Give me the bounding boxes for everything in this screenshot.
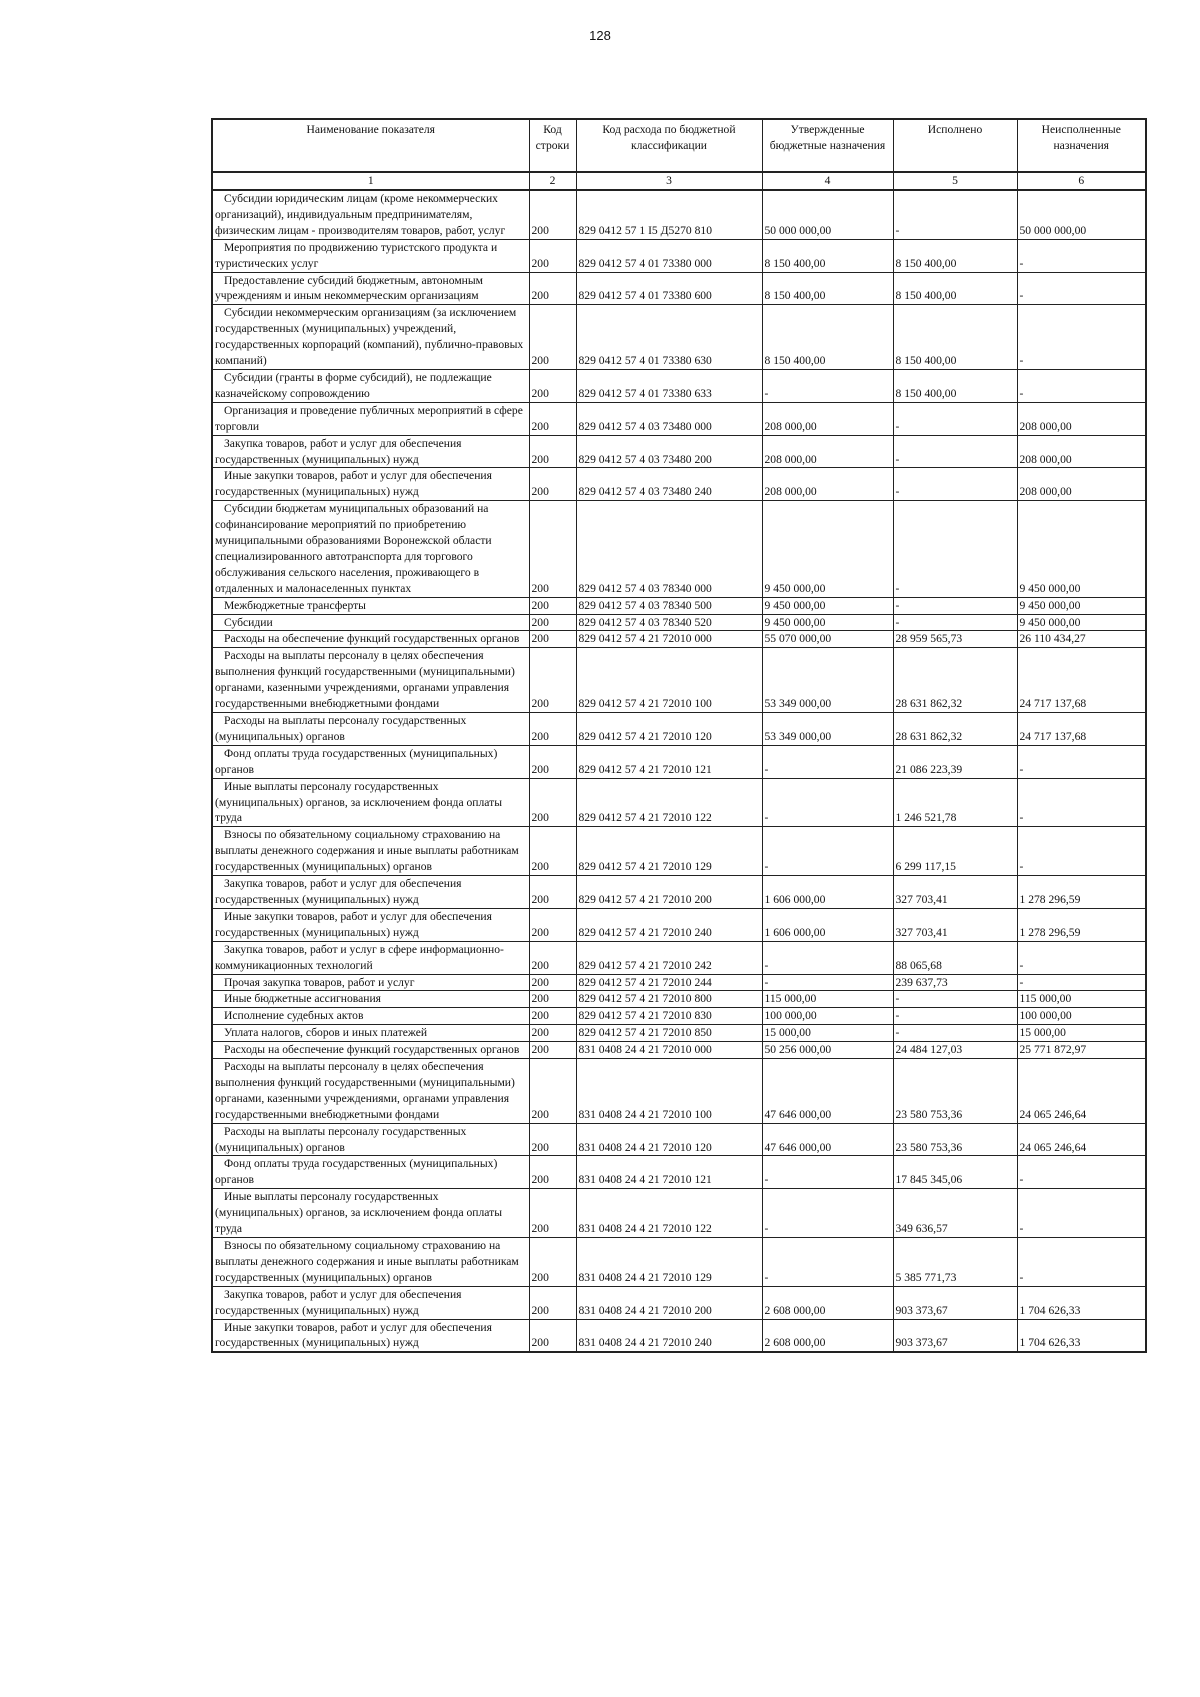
row-approved-amount: 100 000,00	[762, 1008, 893, 1025]
table-row	[212, 369, 1146, 402]
row-line-code: 200	[529, 1189, 576, 1238]
header-unexecuted-appropriations: Неисполненные назначения	[1017, 119, 1146, 172]
row-approved-amount: 9 450 000,00	[762, 597, 893, 614]
row-unexecuted-amount: 25 771 872,97	[1017, 1042, 1146, 1059]
table-row	[212, 827, 1146, 876]
row-budget-classification-code: 829 0412 57 4 21 72010 244	[576, 974, 762, 991]
row-indicator-name: Иные закупки товаров, работ и услуг для обеспечения государственных (муниципальных) нужд	[212, 1319, 529, 1352]
row-budget-classification-code: 829 0412 57 4 21 72010 120	[576, 713, 762, 746]
row-line-code: 200	[529, 1008, 576, 1025]
row-budget-classification-code: 829 0412 57 4 21 72010 850	[576, 1025, 762, 1042]
row-line-code: 200	[529, 1156, 576, 1189]
row-approved-amount: 8 150 400,00	[762, 305, 893, 370]
row-unexecuted-amount: 24 065 246,64	[1017, 1123, 1146, 1156]
row-executed-amount: -	[893, 402, 1017, 435]
row-executed-amount: -	[893, 991, 1017, 1008]
row-unexecuted-amount: -	[1017, 974, 1146, 991]
row-budget-classification-code: 829 0412 57 4 01 73380 600	[576, 272, 762, 305]
row-line-code: 200	[529, 597, 576, 614]
row-budget-classification-code: 829 0412 57 4 21 72010 800	[576, 991, 762, 1008]
row-executed-amount: 239 637,73	[893, 974, 1017, 991]
row-indicator-name: Межбюджетные трансферты	[212, 597, 529, 614]
row-executed-amount: 17 845 345,06	[893, 1156, 1017, 1189]
row-approved-amount: 1 606 000,00	[762, 908, 893, 941]
row-approved-amount: -	[762, 941, 893, 974]
row-unexecuted-amount: -	[1017, 745, 1146, 778]
row-indicator-name: Иные закупки товаров, работ и услуг для обеспечения государственных (муниципальных) нужд	[212, 908, 529, 941]
row-executed-amount: 6 299 117,15	[893, 827, 1017, 876]
row-indicator-name: Расходы на выплаты персоналу государственных (муниципальных) органов	[212, 713, 529, 746]
row-line-code: 200	[529, 272, 576, 305]
row-executed-amount: -	[893, 190, 1017, 239]
row-line-code: 200	[529, 190, 576, 239]
row-unexecuted-amount: -	[1017, 827, 1146, 876]
row-approved-amount: 208 000,00	[762, 435, 893, 468]
row-indicator-name: Иные закупки товаров, работ и услуг для обеспечения государственных (муниципальных) нужд	[212, 468, 529, 501]
table-row	[212, 1123, 1146, 1156]
row-executed-amount: 88 065,68	[893, 941, 1017, 974]
row-indicator-name: Закупка товаров, работ и услуг для обеспечения государственных (муниципальных) нужд	[212, 1286, 529, 1319]
row-executed-amount: -	[893, 435, 1017, 468]
row-executed-amount: -	[893, 468, 1017, 501]
column-number: 4	[762, 172, 893, 190]
row-unexecuted-amount: -	[1017, 1238, 1146, 1287]
row-approved-amount: 8 150 400,00	[762, 272, 893, 305]
row-indicator-name: Субсидии некоммерческим организациям (за исключением государственных (муниципальных) учреждений, государственных корпораций (компаний), публично-правовых компаний)	[212, 305, 529, 370]
row-approved-amount: -	[762, 1238, 893, 1287]
row-line-code: 200	[529, 1059, 576, 1124]
row-line-code: 200	[529, 1238, 576, 1287]
row-approved-amount: -	[762, 1156, 893, 1189]
table-row	[212, 402, 1146, 435]
column-number: 3	[576, 172, 762, 190]
table-row	[212, 190, 1146, 239]
table-row	[212, 435, 1146, 468]
row-approved-amount: 50 256 000,00	[762, 1042, 893, 1059]
row-line-code: 200	[529, 631, 576, 648]
row-unexecuted-amount: -	[1017, 305, 1146, 370]
row-executed-amount: 23 580 753,36	[893, 1123, 1017, 1156]
row-executed-amount: 5 385 771,73	[893, 1238, 1017, 1287]
column-number: 5	[893, 172, 1017, 190]
row-indicator-name: Закупка товаров, работ и услуг для обеспечения государственных (муниципальных) нужд	[212, 435, 529, 468]
row-approved-amount: 55 070 000,00	[762, 631, 893, 648]
row-line-code: 200	[529, 1286, 576, 1319]
row-indicator-name: Иные выплаты персоналу государственных (муниципальных) органов, за исключением фонда оплаты труда	[212, 778, 529, 827]
row-executed-amount: 8 150 400,00	[893, 305, 1017, 370]
row-executed-amount: 1 246 521,78	[893, 778, 1017, 827]
table-row	[212, 501, 1146, 597]
row-approved-amount: -	[762, 369, 893, 402]
row-executed-amount: 28 631 862,32	[893, 648, 1017, 713]
row-executed-amount: 349 636,57	[893, 1189, 1017, 1238]
row-budget-classification-code: 829 0412 57 4 03 78340 000	[576, 501, 762, 597]
row-budget-classification-code: 829 0412 57 4 01 73380 000	[576, 239, 762, 272]
row-unexecuted-amount: 15 000,00	[1017, 1025, 1146, 1042]
row-unexecuted-amount: 9 450 000,00	[1017, 614, 1146, 631]
row-budget-classification-code: 831 0408 24 4 21 72010 121	[576, 1156, 762, 1189]
row-approved-amount: 53 349 000,00	[762, 648, 893, 713]
row-indicator-name: Субсидии юридическим лицам (кроме некоммерческих организаций), индивидуальным предпринимателям, физическим лицам - производителям товаров, работ, услуг	[212, 190, 529, 239]
row-indicator-name: Предоставление субсидий бюджетным, автономным учреждениям и иным некоммерческим организациям	[212, 272, 529, 305]
row-line-code: 200	[529, 974, 576, 991]
row-unexecuted-amount: 9 450 000,00	[1017, 597, 1146, 614]
row-line-code: 200	[529, 745, 576, 778]
budget-execution-table	[211, 118, 1147, 1353]
column-number: 1	[212, 172, 529, 190]
table-header-row	[212, 119, 1146, 172]
column-number: 2	[529, 172, 576, 190]
row-indicator-name: Фонд оплаты труда государственных (муниципальных) органов	[212, 1156, 529, 1189]
table-row	[212, 1319, 1146, 1352]
row-budget-classification-code: 829 0412 57 4 21 72010 242	[576, 941, 762, 974]
row-approved-amount: 8 150 400,00	[762, 239, 893, 272]
row-budget-classification-code: 831 0408 24 4 21 72010 240	[576, 1319, 762, 1352]
row-budget-classification-code: 831 0408 24 4 21 72010 100	[576, 1059, 762, 1124]
row-indicator-name: Субсидии бюджетам муниципальных образований на софинансирование мероприятий по приобретению муниципальными образованиями Воронежской области специализированного автотранспорта для торгового обслуживания сельского населения, проживающего в отдаленных и малонаселенных пунктах	[212, 501, 529, 597]
row-line-code: 200	[529, 1123, 576, 1156]
row-approved-amount: 15 000,00	[762, 1025, 893, 1042]
table-row	[212, 468, 1146, 501]
table-row	[212, 1156, 1146, 1189]
row-line-code: 200	[529, 614, 576, 631]
row-budget-classification-code: 831 0408 24 4 21 72010 000	[576, 1042, 762, 1059]
row-line-code: 200	[529, 1042, 576, 1059]
row-budget-classification-code: 829 0412 57 4 03 78340 520	[576, 614, 762, 631]
table-row	[212, 941, 1146, 974]
table-row	[212, 1189, 1146, 1238]
row-line-code: 200	[529, 369, 576, 402]
table-row	[212, 1042, 1146, 1059]
row-executed-amount: 8 150 400,00	[893, 369, 1017, 402]
column-number: 6	[1017, 172, 1146, 190]
row-unexecuted-amount: 1 704 626,33	[1017, 1286, 1146, 1319]
table-row	[212, 745, 1146, 778]
row-unexecuted-amount: 1 278 296,59	[1017, 876, 1146, 909]
row-executed-amount: 903 373,67	[893, 1319, 1017, 1352]
row-indicator-name: Расходы на выплаты персоналу в целях обеспечения выполнения функций государственными (муниципальными) органами, казенными учреждениями, органами управления государственными внебюджетными фондами	[212, 648, 529, 713]
row-indicator-name: Субсидии	[212, 614, 529, 631]
row-line-code: 200	[529, 991, 576, 1008]
row-approved-amount: -	[762, 1189, 893, 1238]
row-executed-amount: -	[893, 1025, 1017, 1042]
row-budget-classification-code: 829 0412 57 4 21 72010 129	[576, 827, 762, 876]
row-line-code: 200	[529, 876, 576, 909]
row-budget-classification-code: 829 0412 57 1 I5 Д5270 810	[576, 190, 762, 239]
row-approved-amount: 50 000 000,00	[762, 190, 893, 239]
row-indicator-name: Расходы на обеспечение функций государственных органов	[212, 631, 529, 648]
table-row	[212, 272, 1146, 305]
row-unexecuted-amount: -	[1017, 272, 1146, 305]
table-row	[212, 648, 1146, 713]
row-approved-amount: -	[762, 827, 893, 876]
table-row	[212, 991, 1146, 1008]
header-line-code: Код строки	[529, 119, 576, 172]
table-row	[212, 305, 1146, 370]
row-line-code: 200	[529, 402, 576, 435]
row-line-code: 200	[529, 1319, 576, 1352]
row-line-code: 200	[529, 827, 576, 876]
row-budget-classification-code: 831 0408 24 4 21 72010 200	[576, 1286, 762, 1319]
row-line-code: 200	[529, 468, 576, 501]
row-indicator-name: Субсидии (гранты в форме субсидий), не подлежащие казначейскому сопровождению	[212, 369, 529, 402]
row-executed-amount: -	[893, 1008, 1017, 1025]
row-indicator-name: Расходы на выплаты персоналу в целях обеспечения выполнения функций государственными (муниципальными) органами, казенными учреждениями, органами управления государственными внебюджетными фондами	[212, 1059, 529, 1124]
row-unexecuted-amount: 24 065 246,64	[1017, 1059, 1146, 1124]
row-approved-amount: 115 000,00	[762, 991, 893, 1008]
table-row	[212, 974, 1146, 991]
row-unexecuted-amount: 1 704 626,33	[1017, 1319, 1146, 1352]
row-approved-amount: 47 646 000,00	[762, 1059, 893, 1124]
row-unexecuted-amount: -	[1017, 1156, 1146, 1189]
row-indicator-name: Фонд оплаты труда государственных (муниципальных) органов	[212, 745, 529, 778]
row-approved-amount: 208 000,00	[762, 402, 893, 435]
row-line-code: 200	[529, 501, 576, 597]
row-approved-amount: 2 608 000,00	[762, 1286, 893, 1319]
row-line-code: 200	[529, 941, 576, 974]
row-executed-amount: 28 959 565,73	[893, 631, 1017, 648]
row-executed-amount: 327 703,41	[893, 876, 1017, 909]
table-row	[212, 1008, 1146, 1025]
row-unexecuted-amount: 208 000,00	[1017, 468, 1146, 501]
row-budget-classification-code: 831 0408 24 4 21 72010 129	[576, 1238, 762, 1287]
row-indicator-name: Закупка товаров, работ и услуг в сфере информационно-коммуникационных технологий	[212, 941, 529, 974]
row-executed-amount: 327 703,41	[893, 908, 1017, 941]
table-row	[212, 713, 1146, 746]
row-approved-amount: 53 349 000,00	[762, 713, 893, 746]
row-unexecuted-amount: 208 000,00	[1017, 402, 1146, 435]
row-executed-amount: 21 086 223,39	[893, 745, 1017, 778]
header-indicator-name: Наименование показателя	[212, 119, 529, 172]
table-row	[212, 876, 1146, 909]
row-line-code: 200	[529, 908, 576, 941]
row-unexecuted-amount: 1 278 296,59	[1017, 908, 1146, 941]
row-budget-classification-code: 829 0412 57 4 21 72010 122	[576, 778, 762, 827]
row-indicator-name: Иные выплаты персоналу государственных (муниципальных) органов, за исключением фонда оплаты труда	[212, 1189, 529, 1238]
row-executed-amount: -	[893, 614, 1017, 631]
row-approved-amount: 208 000,00	[762, 468, 893, 501]
row-indicator-name: Закупка товаров, работ и услуг для обеспечения государственных (муниципальных) нужд	[212, 876, 529, 909]
row-unexecuted-amount: 50 000 000,00	[1017, 190, 1146, 239]
row-budget-classification-code: 829 0412 57 4 03 73480 000	[576, 402, 762, 435]
row-budget-classification-code: 831 0408 24 4 21 72010 120	[576, 1123, 762, 1156]
row-budget-classification-code: 829 0412 57 4 21 72010 830	[576, 1008, 762, 1025]
row-unexecuted-amount: 24 717 137,68	[1017, 648, 1146, 713]
row-indicator-name: Иные бюджетные ассигнования	[212, 991, 529, 1008]
row-unexecuted-amount: 26 110 434,27	[1017, 631, 1146, 648]
row-indicator-name: Исполнение судебных актов	[212, 1008, 529, 1025]
header-budget-classification-code: Код расхода по бюджетной классификации	[576, 119, 762, 172]
table-row	[212, 239, 1146, 272]
row-indicator-name: Взносы по обязательному социальному страхованию на выплаты денежного содержания и иные выплаты работникам государственных (муниципальных) органов	[212, 827, 529, 876]
row-budget-classification-code: 829 0412 57 4 01 73380 630	[576, 305, 762, 370]
table-row	[212, 1286, 1146, 1319]
row-unexecuted-amount: 9 450 000,00	[1017, 501, 1146, 597]
row-indicator-name: Уплата налогов, сборов и иных платежей	[212, 1025, 529, 1042]
row-budget-classification-code: 829 0412 57 4 03 73480 240	[576, 468, 762, 501]
row-unexecuted-amount: -	[1017, 239, 1146, 272]
row-approved-amount: 9 450 000,00	[762, 501, 893, 597]
row-executed-amount: -	[893, 501, 1017, 597]
column-numbers-row	[212, 172, 1146, 190]
row-unexecuted-amount: -	[1017, 941, 1146, 974]
header-executed: Исполнено	[893, 119, 1017, 172]
row-budget-classification-code: 829 0412 57 4 01 73380 633	[576, 369, 762, 402]
table-row	[212, 614, 1146, 631]
table-row	[212, 1059, 1146, 1124]
row-indicator-name: Организация и проведение публичных мероприятий в сфере торговли	[212, 402, 529, 435]
table-body	[212, 190, 1146, 1352]
row-unexecuted-amount: 208 000,00	[1017, 435, 1146, 468]
row-unexecuted-amount: 115 000,00	[1017, 991, 1146, 1008]
row-approved-amount: -	[762, 745, 893, 778]
table-row	[212, 631, 1146, 648]
row-unexecuted-amount: -	[1017, 369, 1146, 402]
row-budget-classification-code: 829 0412 57 4 21 72010 200	[576, 876, 762, 909]
row-executed-amount: 8 150 400,00	[893, 239, 1017, 272]
row-indicator-name: Взносы по обязательному социальному страхованию на выплаты денежного содержания и иные выплаты работникам государственных (муниципальных) органов	[212, 1238, 529, 1287]
row-line-code: 200	[529, 239, 576, 272]
table-row	[212, 597, 1146, 614]
row-unexecuted-amount: 100 000,00	[1017, 1008, 1146, 1025]
table-row	[212, 778, 1146, 827]
row-unexecuted-amount: -	[1017, 1189, 1146, 1238]
row-approved-amount: 1 606 000,00	[762, 876, 893, 909]
row-indicator-name: Прочая закупка товаров, работ и услуг	[212, 974, 529, 991]
row-executed-amount: 28 631 862,32	[893, 713, 1017, 746]
row-indicator-name: Расходы на обеспечение функций государственных органов	[212, 1042, 529, 1059]
table-row	[212, 1238, 1146, 1287]
row-approved-amount: 2 608 000,00	[762, 1319, 893, 1352]
row-executed-amount: 8 150 400,00	[893, 272, 1017, 305]
row-unexecuted-amount: -	[1017, 778, 1146, 827]
row-budget-classification-code: 829 0412 57 4 21 72010 000	[576, 631, 762, 648]
row-line-code: 200	[529, 713, 576, 746]
row-line-code: 200	[529, 435, 576, 468]
table-row	[212, 908, 1146, 941]
row-executed-amount: 23 580 753,36	[893, 1059, 1017, 1124]
row-indicator-name: Мероприятия по продвижению туристского продукта и туристических услуг	[212, 239, 529, 272]
row-budget-classification-code: 831 0408 24 4 21 72010 122	[576, 1189, 762, 1238]
row-approved-amount: 9 450 000,00	[762, 614, 893, 631]
row-approved-amount: -	[762, 778, 893, 827]
row-budget-classification-code: 829 0412 57 4 21 72010 240	[576, 908, 762, 941]
row-approved-amount: 47 646 000,00	[762, 1123, 893, 1156]
row-budget-classification-code: 829 0412 57 4 03 78340 500	[576, 597, 762, 614]
row-budget-classification-code: 829 0412 57 4 21 72010 100	[576, 648, 762, 713]
page-number: 128	[589, 28, 611, 43]
row-budget-classification-code: 829 0412 57 4 03 73480 200	[576, 435, 762, 468]
row-executed-amount: -	[893, 597, 1017, 614]
row-executed-amount: 24 484 127,03	[893, 1042, 1017, 1059]
row-unexecuted-amount: 24 717 137,68	[1017, 713, 1146, 746]
header-approved-appropriations: Утвержденные бюджетные назначения	[762, 119, 893, 172]
row-indicator-name: Расходы на выплаты персоналу государственных (муниципальных) органов	[212, 1123, 529, 1156]
table-row	[212, 1025, 1146, 1042]
row-executed-amount: 903 373,67	[893, 1286, 1017, 1319]
row-approved-amount: -	[762, 974, 893, 991]
row-line-code: 200	[529, 305, 576, 370]
row-line-code: 200	[529, 1025, 576, 1042]
row-budget-classification-code: 829 0412 57 4 21 72010 121	[576, 745, 762, 778]
row-line-code: 200	[529, 648, 576, 713]
row-line-code: 200	[529, 778, 576, 827]
